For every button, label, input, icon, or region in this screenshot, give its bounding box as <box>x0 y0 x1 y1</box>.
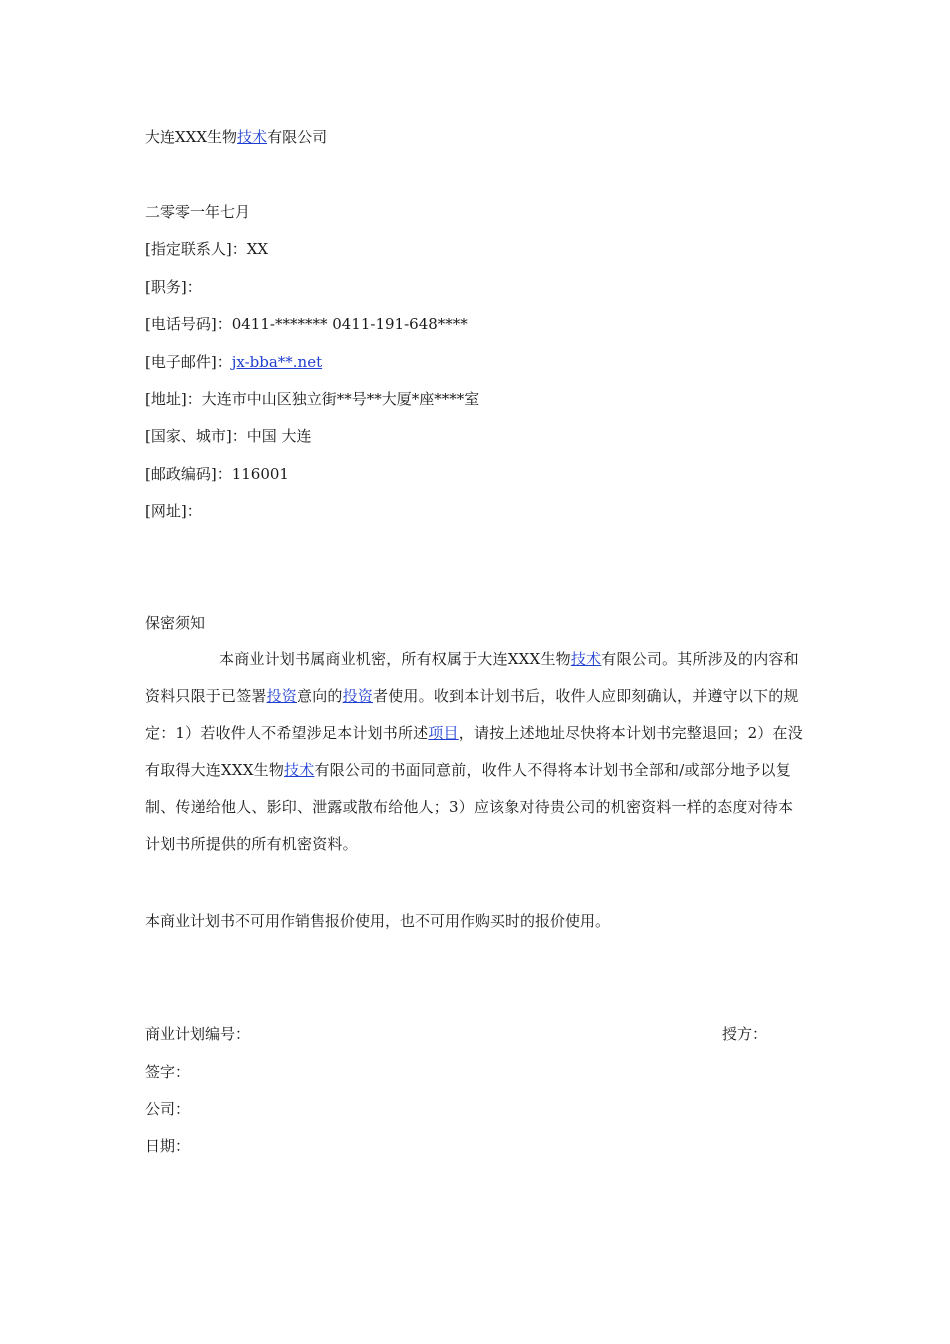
document-date: 二零零一年七月 <box>145 203 251 221</box>
plan-number-label: 商业计划编号： <box>145 1025 251 1043</box>
signature-label: 签字： <box>145 1063 191 1081</box>
tech-link-1[interactable]: 技术 <box>570 650 602 668</box>
contact-person: [指定联系人]：XX <box>145 240 269 258</box>
confidential-title: 保密须知 <box>145 614 206 632</box>
contact-position: [职务]： <box>145 278 202 296</box>
project-link[interactable]: 项目 <box>428 724 459 742</box>
contact-phone: [电话号码]：0411-******* 0411-191-648**** <box>145 315 468 333</box>
investment-link-1[interactable]: 投资 <box>266 687 298 705</box>
contact-postcode: [邮政编码]：116001 <box>145 465 289 483</box>
contact-website: [网址]： <box>145 502 202 520</box>
contact-country-city: [国家、城市]：中国 大连 <box>145 427 312 445</box>
email-link[interactable]: jx-bba**.net <box>231 353 323 371</box>
company-name: 大连XXX生物技术有限公司 <box>145 128 328 146</box>
notice-line: 本商业计划书不可用作销售报价使用，也不可用作购买时的报价使用。 <box>145 912 611 930</box>
confidential-paragraph: 本商业计划书属商业机密，所有权属于大连XXX生物技术有限公司。其所涉及的内容和资料只限于已签署投资意向的投资者使用。收到本计划书后，收件人应即刻确认，并遵守以下的规定：1）若收件人不希望涉足本计划书所述项目，请按上述地址尽快将本计划书完整退回；2）在没有取得大连XXX生物技术有限公司的书面同意前，收件人不得将本计划书全部和/或部分地予以复制、传递给他人、影印、泄露或散布给他人；3）应该象对待贵公司的机密资料一样的态度对待本计划书所提供的所有机密资料。 <box>145 650 803 853</box>
company-label: 公司： <box>145 1100 191 1118</box>
contact-address: [地址]：大连市中山区独立街**号**大厦*座****室 <box>145 390 480 408</box>
grantee-label: 授方： <box>722 1025 768 1043</box>
tech-link-2[interactable]: 技术 <box>284 761 315 779</box>
contact-email: [电子邮件]：jx-bba**.net <box>145 353 323 371</box>
date-label: 日期： <box>145 1137 191 1155</box>
investment-link-2[interactable]: 投资 <box>342 687 374 705</box>
company-tech-link[interactable]: 技术 <box>237 128 268 146</box>
